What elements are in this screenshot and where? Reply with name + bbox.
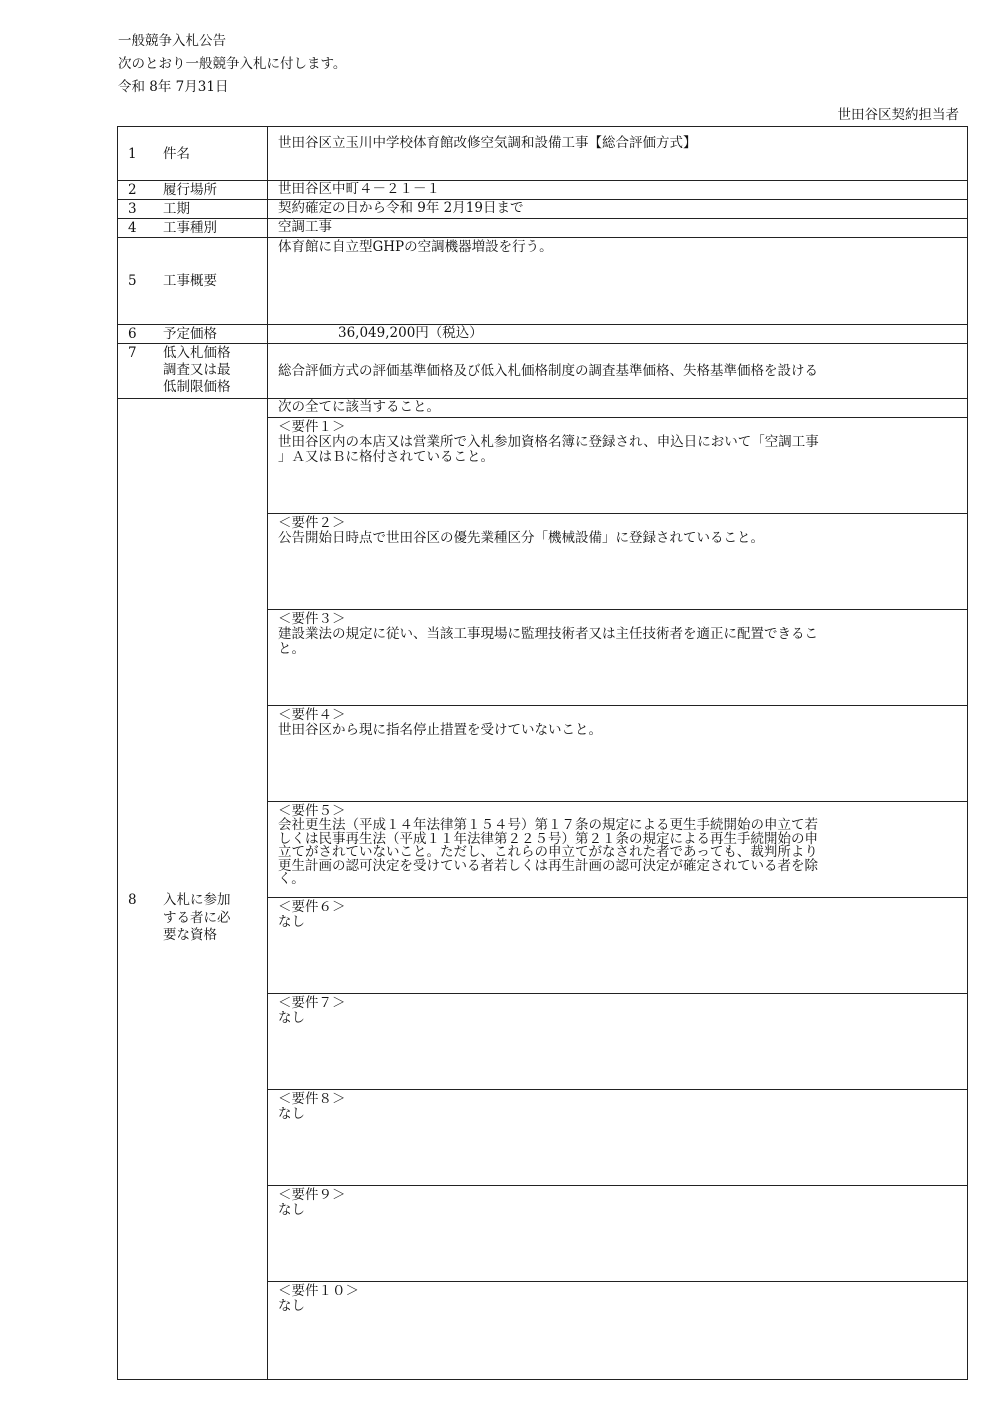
row-label: 入札に参加 する者に必 要な資格 xyxy=(163,892,231,944)
notice-intro: 次のとおり一般競争入札に付します。 xyxy=(118,56,347,72)
row-label: 工期 xyxy=(163,200,190,217)
requirement-item xyxy=(268,705,967,801)
requirement-body: なし xyxy=(278,1202,305,1219)
requirement-title: ＜要件９＞ xyxy=(278,1187,346,1203)
notice-header xyxy=(118,30,346,99)
table-row xyxy=(118,218,967,237)
requirement-item xyxy=(268,801,967,897)
requirement-item xyxy=(268,513,967,609)
row-label: 低入札価格 調査又は最 低制限価格 xyxy=(163,345,231,395)
requirement-title: ＜要件４＞ xyxy=(278,707,346,723)
row-value: 世田谷区立玉川中学校体育館改修空気調和設備工事【総合評価方式】 xyxy=(278,135,697,151)
row-number: 2 xyxy=(128,181,137,198)
requirement-title: ＜要件７＞ xyxy=(278,995,346,1011)
row-number: 1 xyxy=(128,145,137,162)
requirement-item xyxy=(268,1281,967,1379)
requirement-title: ＜要件１０＞ xyxy=(278,1283,359,1299)
row-number: 7 xyxy=(128,345,137,361)
bid-notice-table xyxy=(117,126,968,1380)
row-value: 体育館に自立型GHPの空調機器増設を行う。 xyxy=(278,239,553,255)
row-value: 総合評価方式の評価基準価格及び低入札価格制度の調査基準価格、失格基準価格を設ける xyxy=(278,362,818,379)
row-label: 工事種別 xyxy=(163,219,217,236)
row-label: 工事概要 xyxy=(163,272,217,289)
row-number: 6 xyxy=(128,325,137,342)
issuer: 世田谷区契約担当者 xyxy=(837,107,959,123)
row-value: 空調工事 xyxy=(278,219,332,235)
requirement-body: 建設業法の規定に従い、当該工事現場に監理技術者又は主任技術者を適正に配置できるこ と。 xyxy=(278,626,818,658)
row-value: 36,049,200円（税込） xyxy=(338,325,483,341)
requirement-body: 公告開始日時点で世田谷区の優先業種区分「機械設備」に登録されていること。 xyxy=(278,530,764,547)
table-row xyxy=(118,237,967,324)
requirement-body: 世田谷区内の本店又は営業所で入札参加資格名簿に登録され、申込日において「空調工事 」Ａ又はＢに格付されていること。 xyxy=(278,434,819,466)
row-number: 8 xyxy=(128,892,137,908)
row-label: 件名 xyxy=(163,145,190,162)
row-label: 履行場所 xyxy=(163,181,217,198)
requirement-title: ＜要件８＞ xyxy=(278,1091,346,1107)
row-number: 4 xyxy=(128,219,137,236)
table-row xyxy=(118,199,967,218)
notice-date: 令和 8年 7月31日 xyxy=(118,79,229,95)
requirement-body: なし xyxy=(278,1010,305,1027)
requirement-title: ＜要件２＞ xyxy=(278,515,346,531)
table-row xyxy=(118,126,967,180)
requirement-item xyxy=(268,1185,967,1281)
requirement-item xyxy=(268,1089,967,1185)
requirement-item xyxy=(268,417,967,513)
requirement-title: ＜要件６＞ xyxy=(278,899,346,915)
table-row xyxy=(118,343,967,398)
requirement-body: なし xyxy=(278,914,305,931)
table-row xyxy=(118,324,967,343)
requirement-body: 会社更生法（平成１４年法律第１５４号）第１７条の規定による更生手続開始の申立て若 しくは民事再生法（平成１１年法律第２２５号）第２１条の規定による再生手続開始の申 立てがされていないこと。ただし、これらの申立てがなされた者であっても、裁判所より 更生計画の認可決定を受けている者若しくは再生計画の認可決定が確定されている者を除 く。 xyxy=(278,817,818,888)
requirement-item xyxy=(268,609,967,705)
row-value: 契約確定の日から令和 9年 2月19日まで xyxy=(278,200,524,216)
requirement-body: なし xyxy=(278,1298,305,1315)
requirement-item xyxy=(268,897,967,993)
requirement-title: ＜要件５＞ xyxy=(278,803,346,819)
table-row xyxy=(118,180,967,199)
requirement-body: なし xyxy=(278,1106,305,1123)
row-number: 3 xyxy=(128,200,137,217)
requirement-body: 世田谷区から現に指名停止措置を受けていないこと。 xyxy=(278,722,602,739)
qualification-row xyxy=(118,398,967,1380)
row-number: 5 xyxy=(128,272,137,289)
requirement-title: ＜要件３＞ xyxy=(278,611,346,627)
qualification-intro: 次の全てに該当すること。 xyxy=(278,399,440,415)
row-value: 世田谷区中町４－２１－１ xyxy=(278,181,440,197)
requirement-item xyxy=(268,993,967,1089)
notice-title: 一般競争入札公告 xyxy=(118,33,226,49)
row-label: 予定価格 xyxy=(163,325,217,342)
requirement-title: ＜要件１＞ xyxy=(278,419,346,435)
